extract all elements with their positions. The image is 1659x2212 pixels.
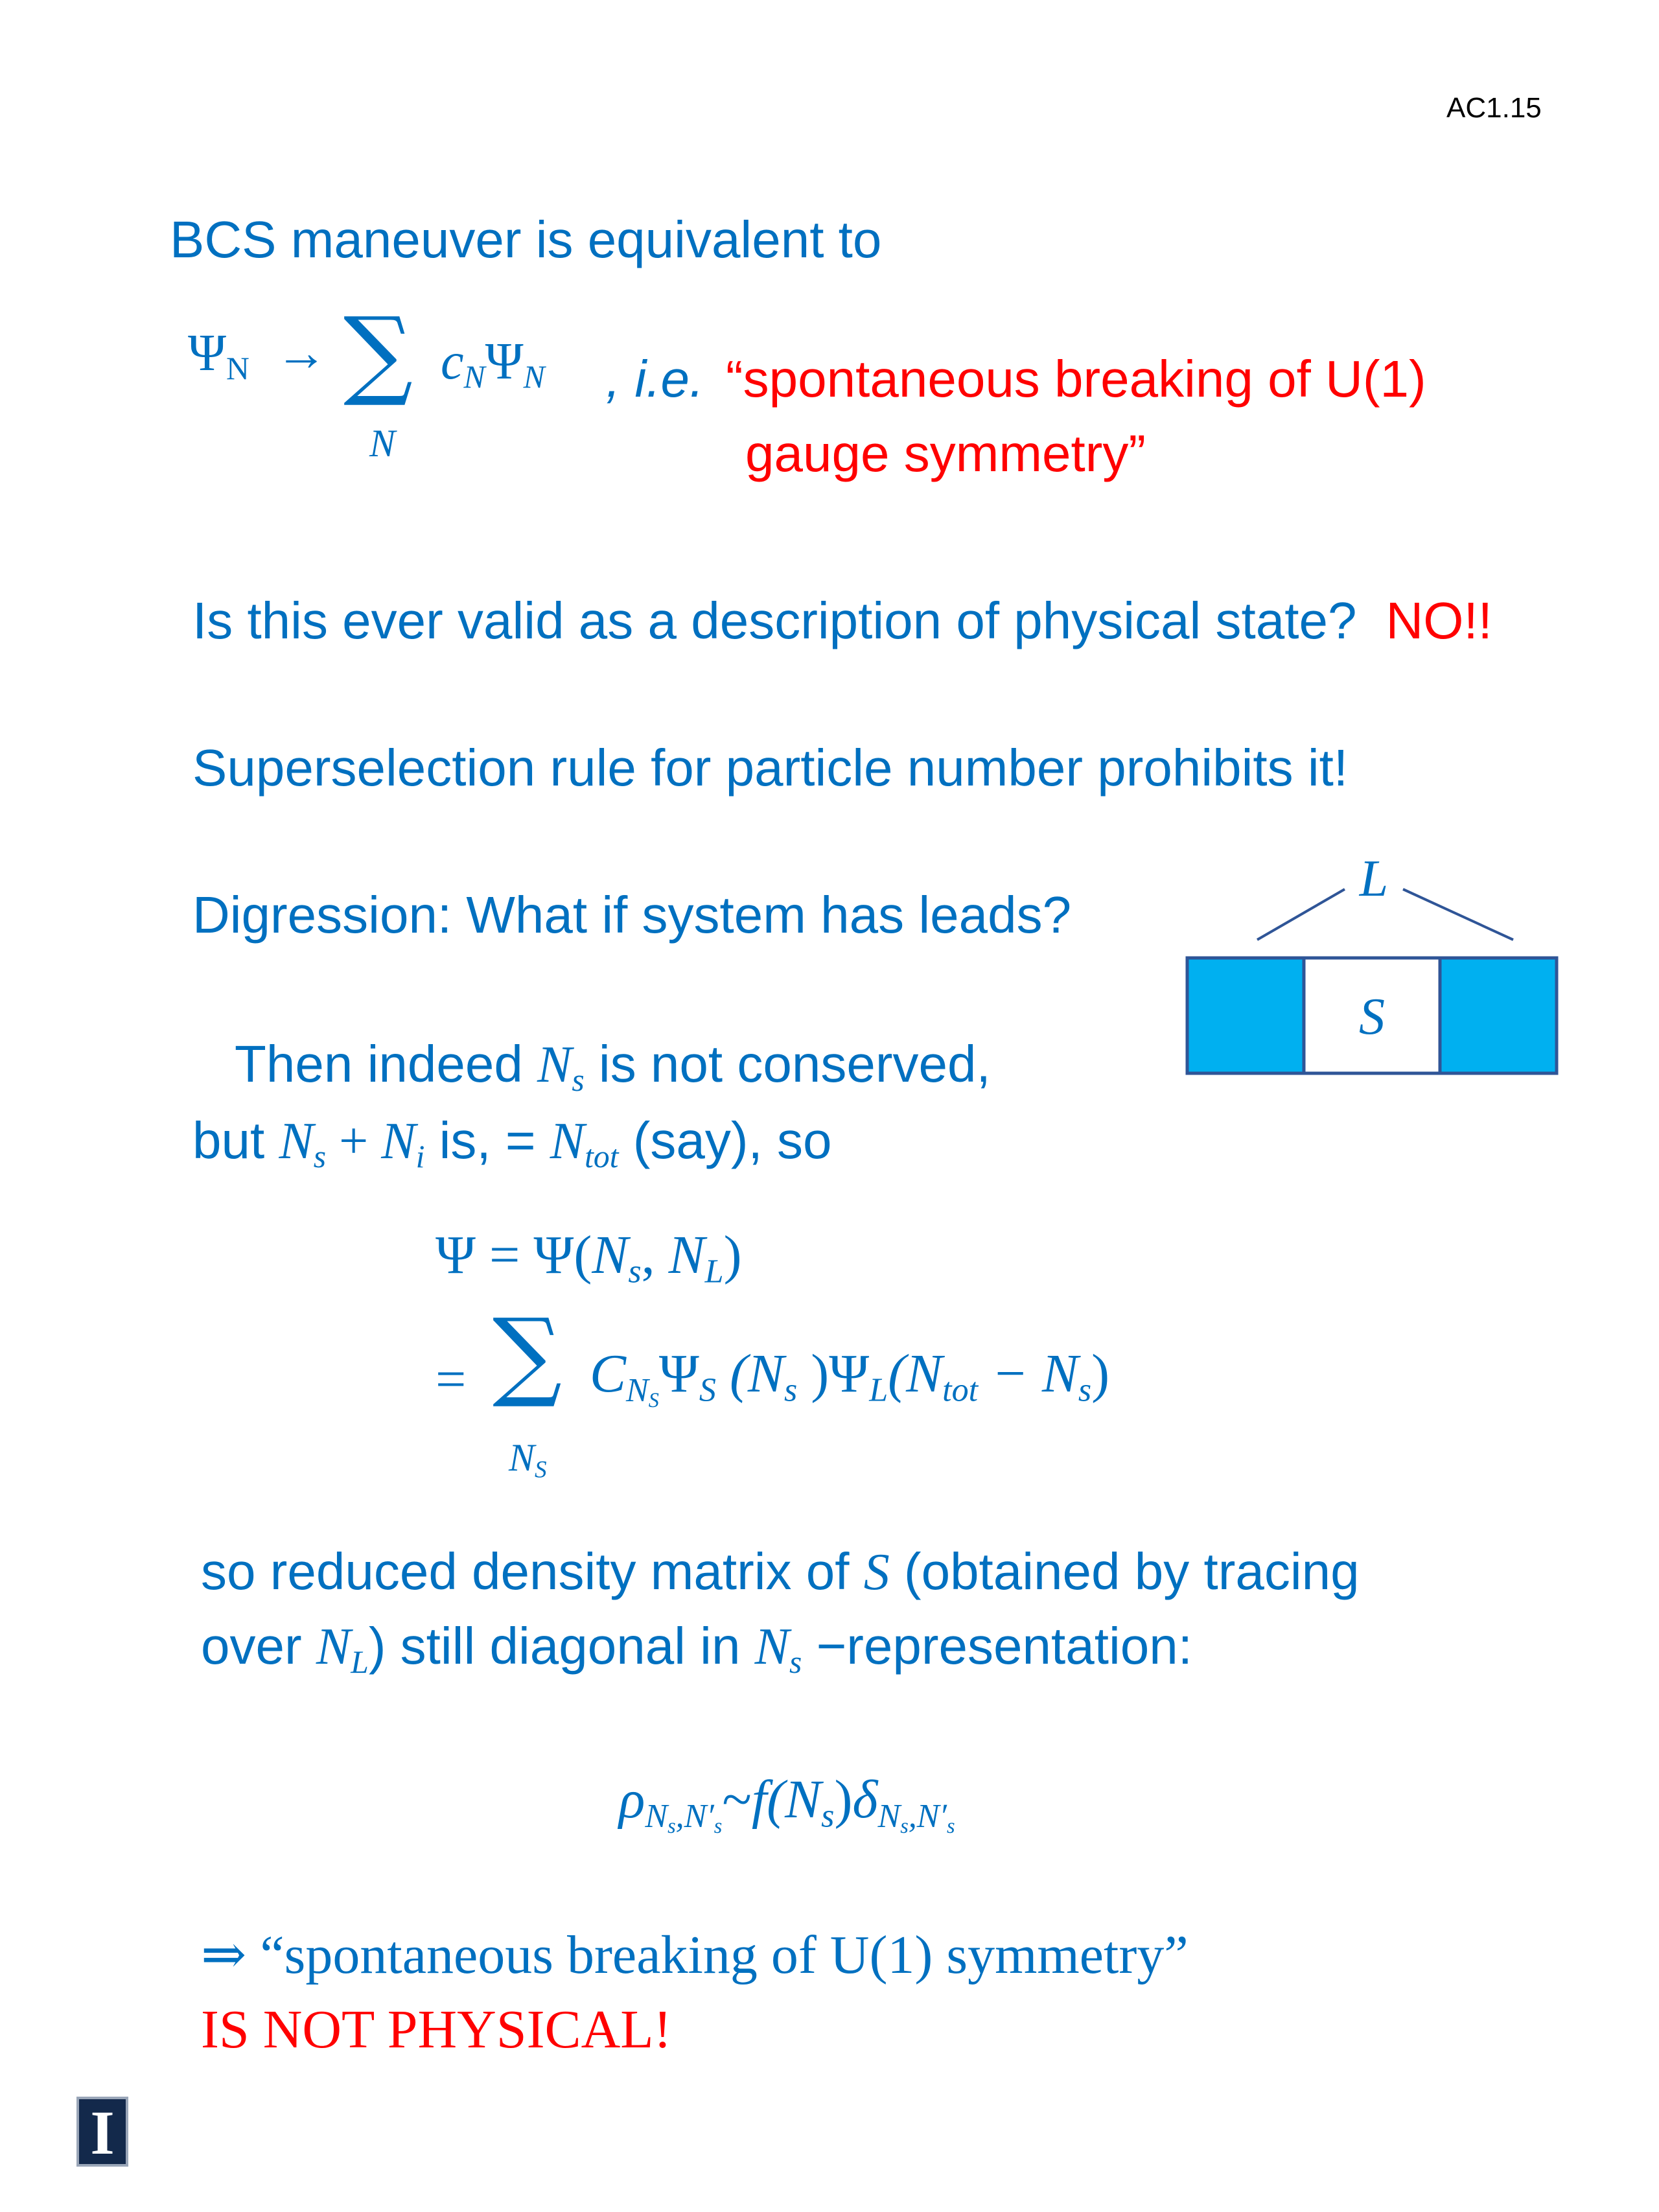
sum-symbol: ∑ bbox=[343, 297, 413, 410]
system-label: S bbox=[1359, 988, 1385, 1045]
superselection-text: Superselection rule for particle number prohibits it! bbox=[192, 739, 1349, 797]
slide-id: AC1.15 bbox=[1446, 92, 1542, 124]
answer-no: NO!! bbox=[1386, 592, 1492, 649]
quote-line-2: gauge symmetry” bbox=[745, 425, 1146, 482]
bcs-statement: BCS maneuver is equivalent to bbox=[170, 211, 882, 268]
equation-equals-sign: = bbox=[435, 1349, 467, 1410]
conclusion-line-1: ⇒ “spontaneous breaking of U(1) symmetry” bbox=[201, 1925, 1189, 1985]
but-line: but $N_s + N_i$ is, = $N_{tot}$ (say), so bbox=[192, 1112, 832, 1174]
reduced-line-1: so reduced density matrix of S (obtained by tracing bbox=[201, 1543, 1360, 1601]
digression-text: Digression: What if system has leads? bbox=[192, 886, 1072, 944]
quote-line-1: “spontaneous breaking of U(1) bbox=[726, 350, 1426, 408]
conclusion-line-2: IS NOT PHYSICAL! bbox=[201, 1999, 672, 2060]
logo-letter: I bbox=[90, 2098, 115, 2167]
sum-index: N bbox=[369, 422, 396, 465]
sum-index-2: $N_S$ bbox=[509, 1436, 547, 1484]
equation-density-matrix: $\rho_{N_s,N'_s}\sim f(N_s)\delta_{N_s,N'_s}$ bbox=[619, 1769, 955, 1837]
lead-right-block bbox=[1440, 958, 1557, 1073]
coefficient-term: $c_N\Psi_N$ bbox=[441, 333, 545, 395]
psi-n-lhs: $\Psi_N$ bbox=[188, 325, 249, 386]
ie-label: , i.e. bbox=[606, 350, 704, 408]
lead-line-right bbox=[1403, 889, 1513, 940]
lead-line-left bbox=[1257, 889, 1345, 940]
equation-superposition bbox=[188, 325, 327, 386]
university-logo bbox=[76, 2097, 128, 2167]
lead-label: L bbox=[1359, 850, 1389, 907]
equation-sum-terms: $C_{N_S}\Psi_S$ ($N_s$ )$\Psi_L(N_{tot} - N_s)$ bbox=[590, 1344, 1110, 1412]
equation-psi-line1: $\Psi = \Psi(N_s$, $N_L$) bbox=[435, 1225, 742, 1290]
leads-diagram bbox=[1179, 843, 1581, 1089]
arrow: → bbox=[275, 325, 327, 382]
reduced-line-2: over $N_L$) still diagonal in $N_s$ −representation: bbox=[201, 1617, 1192, 1680]
lead-left-block bbox=[1187, 958, 1304, 1073]
sum-symbol-2: ∑ bbox=[493, 1298, 563, 1411]
then-line: Then indeed $N_s$ is not conserved, bbox=[235, 1035, 991, 1098]
question-text: Is this ever valid as a description of physical state? NO!! bbox=[192, 592, 1492, 649]
